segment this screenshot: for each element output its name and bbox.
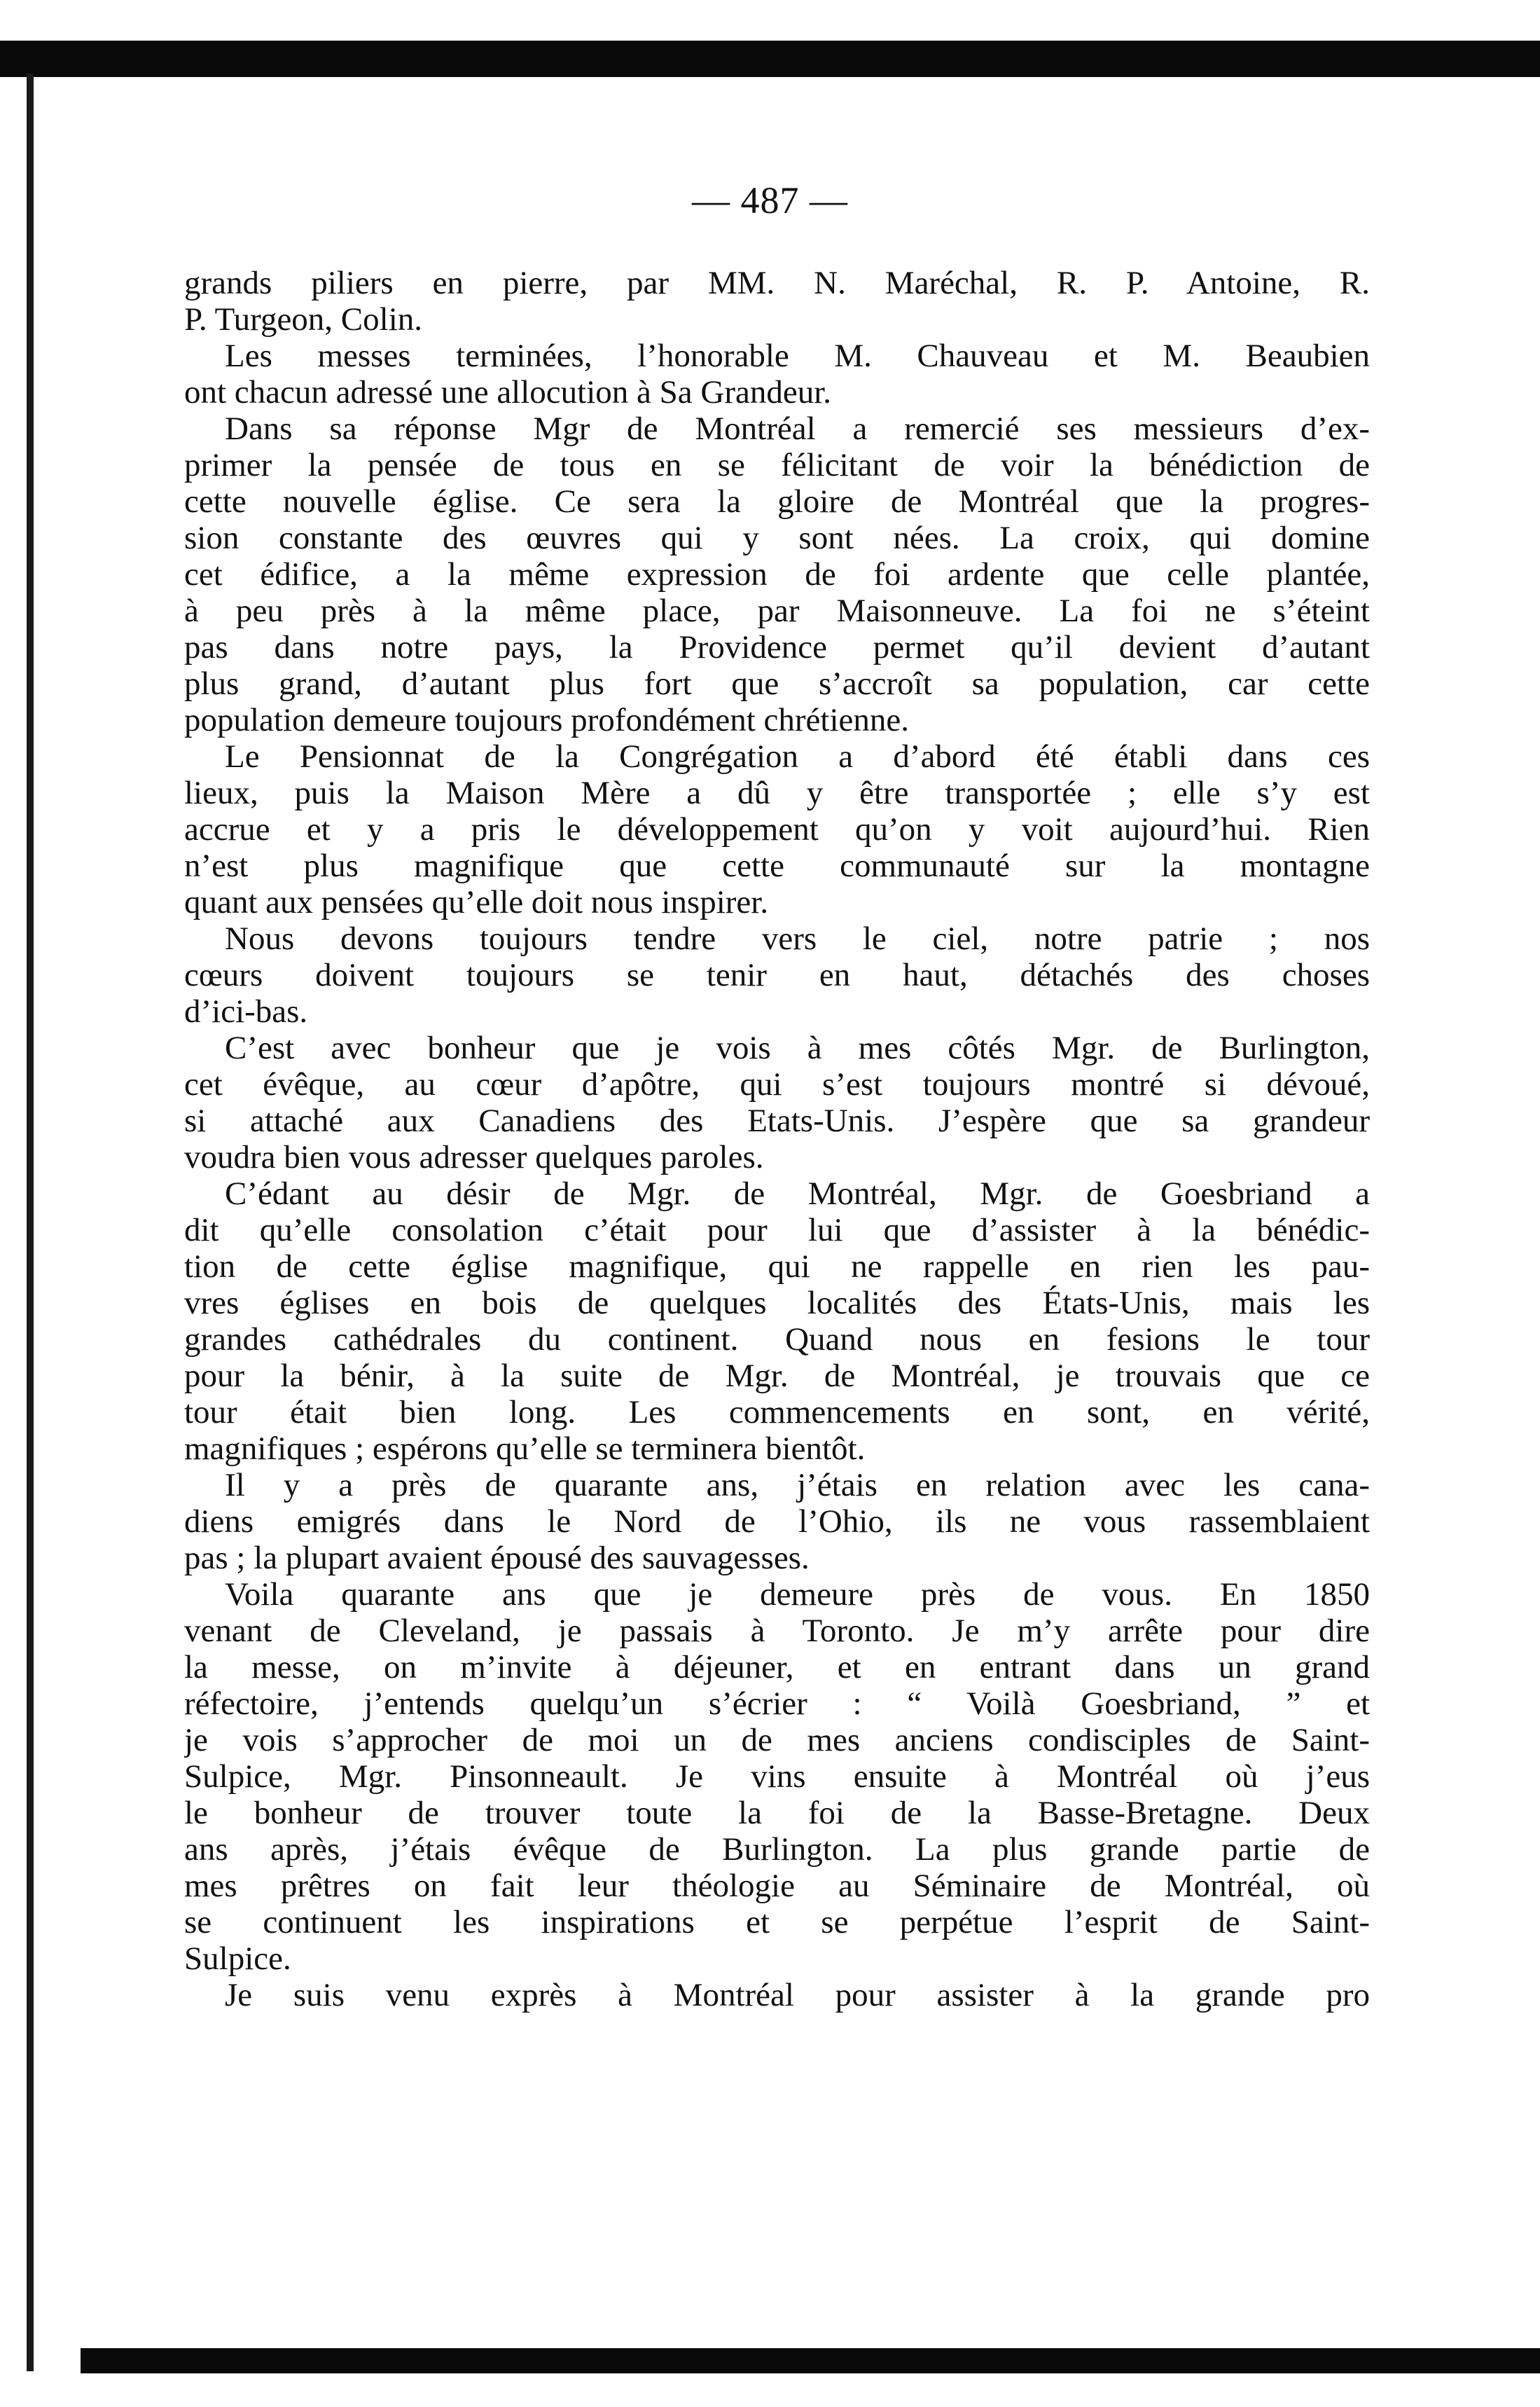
text-line: venant de Cleveland, je passais à Toronto. Je m’y arrête pour dire [184,1613,1370,1649]
text-line: vres églises en bois de quelques localités des États-Unis, mais les [184,1285,1370,1321]
text-line: d’ici-bas. [184,993,308,1030]
text-line: réfectoire, j’entends quelqu’un s’écrier : “ Voilà Goesbriand, ” et [184,1685,1370,1722]
text-line: grands piliers en pierre, par MM. N. Maréchal, R. P. Antoine, R. [184,265,1370,301]
text-line: Sulpice. [184,1940,291,1977]
top-border-rule [0,41,1540,77]
text-line: primer la pensée de tous en se félicitant de voir la bénédiction de [184,447,1370,483]
text-line: pas ; la plupart avaient épousé des sauvagesses. [184,1540,810,1576]
text-line: grandes cathédrales du continent. Quand nous en fesions le tour [184,1321,1370,1358]
text-line: à peu près à la même place, par Maisonneuve. La foi ne s’éteint [184,593,1370,629]
text-line: P. Turgeon, Colin. [184,301,423,338]
text-line: voudra bien vous adresser quelques paroles. [184,1139,764,1175]
text-line: n’est plus magnifique que cette communauté sur la montagne [184,848,1370,884]
text-line: je vois s’approcher de moi un de mes anciens condisciples de Saint- [184,1722,1370,1758]
text-line: Nous devons toujours tendre vers le ciel, notre patrie ; nos [225,920,1370,957]
text-line: C’édant au désir de Mgr. de Montréal, Mgr. de Goesbriand a [225,1175,1370,1212]
left-border-rule [27,74,34,2371]
text-line: se continuent les inspirations et se perpétue l’esprit de Saint- [184,1904,1370,1940]
text-line: mes prêtres on fait leur théologie au Séminaire de Montréal, où [184,1868,1370,1904]
text-line: population demeure toujours profondément chrétienne. [184,702,909,738]
text-line: cet édifice, a la même expression de foi ardente que celle plantée, [184,556,1370,593]
text-line: quant aux pensées qu’elle doit nous inspirer. [184,884,769,920]
text-line: diens emigrés dans le Nord de l’Ohio, ils ne vous rassemblaient [184,1503,1370,1540]
text-line: lieux, puis la Maison Mère a dû y être transportée ; elle s’y est [184,775,1370,811]
text-line: accrue et y a pris le développement qu’on y voit aujourd’hui. Rien [184,811,1370,848]
bottom-border-rule [81,2348,1540,2373]
text-line: Le Pensionnat de la Congrégation a d’abord été établi dans ces [225,738,1370,775]
text-line: cette nouvelle église. Ce sera la gloire de Montréal que la progres- [184,483,1370,520]
text-line: Les messes terminées, l’honorable M. Chauveau et M. Beaubien [225,338,1370,374]
text-line: la messe, on m’invite à déjeuner, et en entrant dans un grand [184,1649,1370,1685]
text-line: Je suis venu exprès à Montréal pour assister à la grande pro [225,1977,1370,2013]
text-line: tour était bien long. Les commencements en sont, en vérité, [184,1394,1370,1430]
text-line: magnifiques ; espérons qu’elle se terminera bientôt. [184,1430,866,1467]
text-line: plus grand, d’autant plus fort que s’accroît sa population, car cette [184,665,1370,702]
text-line: Voila quarante ans que je demeure près de vous. En 1850 [225,1576,1370,1613]
text-line: si attaché aux Canadiens des Etats-Unis. J’espère que sa grandeur [184,1103,1370,1139]
text-line: cœurs doivent toujours se tenir en haut, détachés des choses [184,957,1370,993]
text-line: Il y a près de quarante ans, j’étais en relation avec les cana- [225,1467,1370,1503]
text-line: sion constante des œuvres qui y sont nées. La croix, qui domine [184,520,1370,556]
text-line: ont chacun adressé une allocution à Sa Grandeur. [184,374,832,411]
text-line: Dans sa réponse Mgr de Montréal a remercié ses messieurs d’ex- [225,411,1370,447]
text-line: cet évêque, au cœur d’apôtre, qui s’est toujours montré si dévoué, [184,1066,1370,1103]
text-line: dit qu’elle consolation c’était pour lui que d’assister à la bénédic- [184,1212,1370,1248]
text-line: pour la bénir, à la suite de Mgr. de Montréal, je trouvais que ce [184,1358,1370,1394]
text-line: ans après, j’étais évêque de Burlington. La plus grande partie de [184,1831,1370,1868]
text-line: tion de cette église magnifique, qui ne rappelle en rien les pau- [184,1248,1370,1285]
text-line: Sulpice, Mgr. Pinsonneault. Je vins ensuite à Montréal où j’eus [184,1758,1370,1795]
text-line: pas dans notre pays, la Providence permet qu’il devient d’autant [184,629,1370,665]
text-line: C’est avec bonheur que je vois à mes côtés Mgr. de Burlington, [225,1030,1370,1066]
page-number: — 487 — [692,179,848,221]
body-text [184,265,1370,2013]
text-line: le bonheur de trouver toute la foi de la Basse-Bretagne. Deux [184,1795,1370,1831]
